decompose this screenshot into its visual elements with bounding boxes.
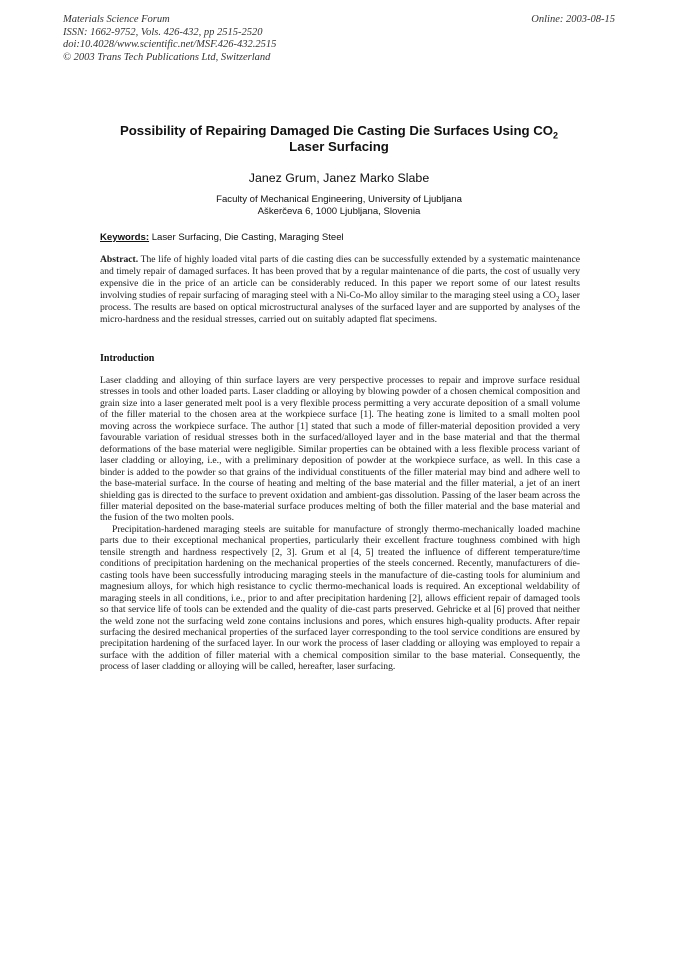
- affiliation-line-1: Faculty of Mechanical Engineering, University of Ljubljana: [216, 194, 462, 205]
- online-date: Online: 2003-08-15: [531, 14, 615, 25]
- abstract-text-b: laser process. The results are based on optical microstructural analyses of the surfaced layer and are supported by analyses of the micro-hardness and the residual stresses, carried out on suitably adapted flat specimens.: [100, 289, 580, 325]
- doi-line[interactable]: doi:10.4028/www.scientific.net/MSF.426-432.2515: [63, 39, 277, 50]
- abstract: [100, 254, 580, 325]
- issn-line: ISSN: 1662-9752, Vols. 426-432, pp 2515-2520: [63, 26, 263, 38]
- abstract-text-a: The life of highly loaded vital parts of die casting dies can be successfully extended by a systematic maintenance and timely repair of damaged surfaces. It has been proved that by a regular maintenance of die parts, the cost of usually very expensive die in the price of an article can be considerably reduced. In this paper we report some of our latest results involving studies of repair surfacing of maraging steel with a Ni-Co-Mo alloy similar to the maraging steel using a CO: [100, 254, 580, 301]
- section-heading-introduction: Introduction: [100, 353, 155, 364]
- author-list: Janez Grum, Janez Marko Slabe: [248, 171, 430, 185]
- affiliation-line-2: Aškerčeva 6, 1000 Ljubljana, Slovenia: [257, 206, 421, 217]
- affiliation: [96, 194, 582, 218]
- paper-title: [96, 123, 582, 155]
- keywords-label: Keywords:: [100, 232, 150, 243]
- journal-name: Materials Science Forum: [63, 14, 170, 25]
- publication-header: [63, 14, 276, 64]
- title-subscript: 2: [553, 130, 559, 141]
- keywords: [100, 232, 344, 243]
- abstract-label: Abstract.: [100, 254, 139, 265]
- copyright-line: © 2003 Trans Tech Publications Ltd, Switzerland: [63, 51, 271, 63]
- intro-paragraph-1: Laser cladding and alloying of thin surface layers are very perspective processes to repair and improve surface residual stresses in tools and other loaded parts. Laser cladding or alloying by blowing powder of a chosen chemical composition and grain size into a laser generated melt pool is a very flexible process permitting a very accurate deposition of a small volume of the filler material to the chosen area at the workpiece surface [1]. The heating zone is limited to a small molten pool moving across the workpiece surface. The author [1] stated that such a mode of filler-material deposition provided a very favourable variation of residual stresses both in the surfaced/alloyed layer and in the base material and that the thermal deformations of the base material were negligible. Similar properties can be obtained with a less flexible process variant of laser cladding or alloying, i.e., with a preliminary deposition of powder at the workpiece surface, as well. In this case a binder is added to the powder so that grains of the individual constituents of the filler material may bind and adhere well to the base-material surface. In the course of heating and melting of the base material and the filler material, a jet of an inert shielding gas is directed to the surface to prevent oxidation and ambient-gas dissolution. Passing of the laser beam across the filler material deposited on the base-material surface produces melting of both the filler material and the base material and the fusion of the two molten pools.: [100, 375, 580, 524]
- introduction-body: [100, 375, 580, 673]
- title-part-1: Possibility of Repairing Damaged Die Casting Die Surfaces Using CO: [119, 123, 554, 138]
- keywords-text: Laser Surfacing, Die Casting, Maraging Steel: [149, 232, 344, 243]
- title-part-2: Laser Surfacing: [289, 139, 389, 154]
- abstract-subscript: 2: [555, 294, 560, 303]
- intro-paragraph-2: Precipitation-hardened maraging steels are suitable for manufacture of strongly thermo-mechanically loaded machine parts due to their exceptional mechanical properties, particularly their excellent fracture toughness combined with high tensile strength and hardness respectively [2, 3]. Grum et al [4, 5] treated the influence of different temperature/time conditions of precipitation hardening on the mechanical properties of the steels concerned. Recently, manufacturers of die-casting tools have been successfully introducing maraging steels in the manufacture of die-casting tools for aluminium and magnesium alloys, for which high resistance to cyclic thermo-mechanical loads is required. An exceptional weldability of maraging steels in all conditions, i.e., prior to and after precipitation hardening [2], allows efficient repair of damaged tools so that service life of tools can be extended and the quality of die-cast parts preserved. Gehricke et al [6] proved that neither the weld zone not the surfacing weld zone contains inclusions and pores, which ensures high-quality products. After repair surfacing the desired mechanical properties of the surfaced layer corresponding to the tool service conditions are ensured by precipitation hardening of the surfaced layer. In our work the process of laser cladding or alloying was employed to repair a surface with the addition of filler material with a chemical composition similar to the base material. Consequently, the process of laser cladding or alloying will be called, hereafter, laser surfacing.: [100, 523, 580, 673]
